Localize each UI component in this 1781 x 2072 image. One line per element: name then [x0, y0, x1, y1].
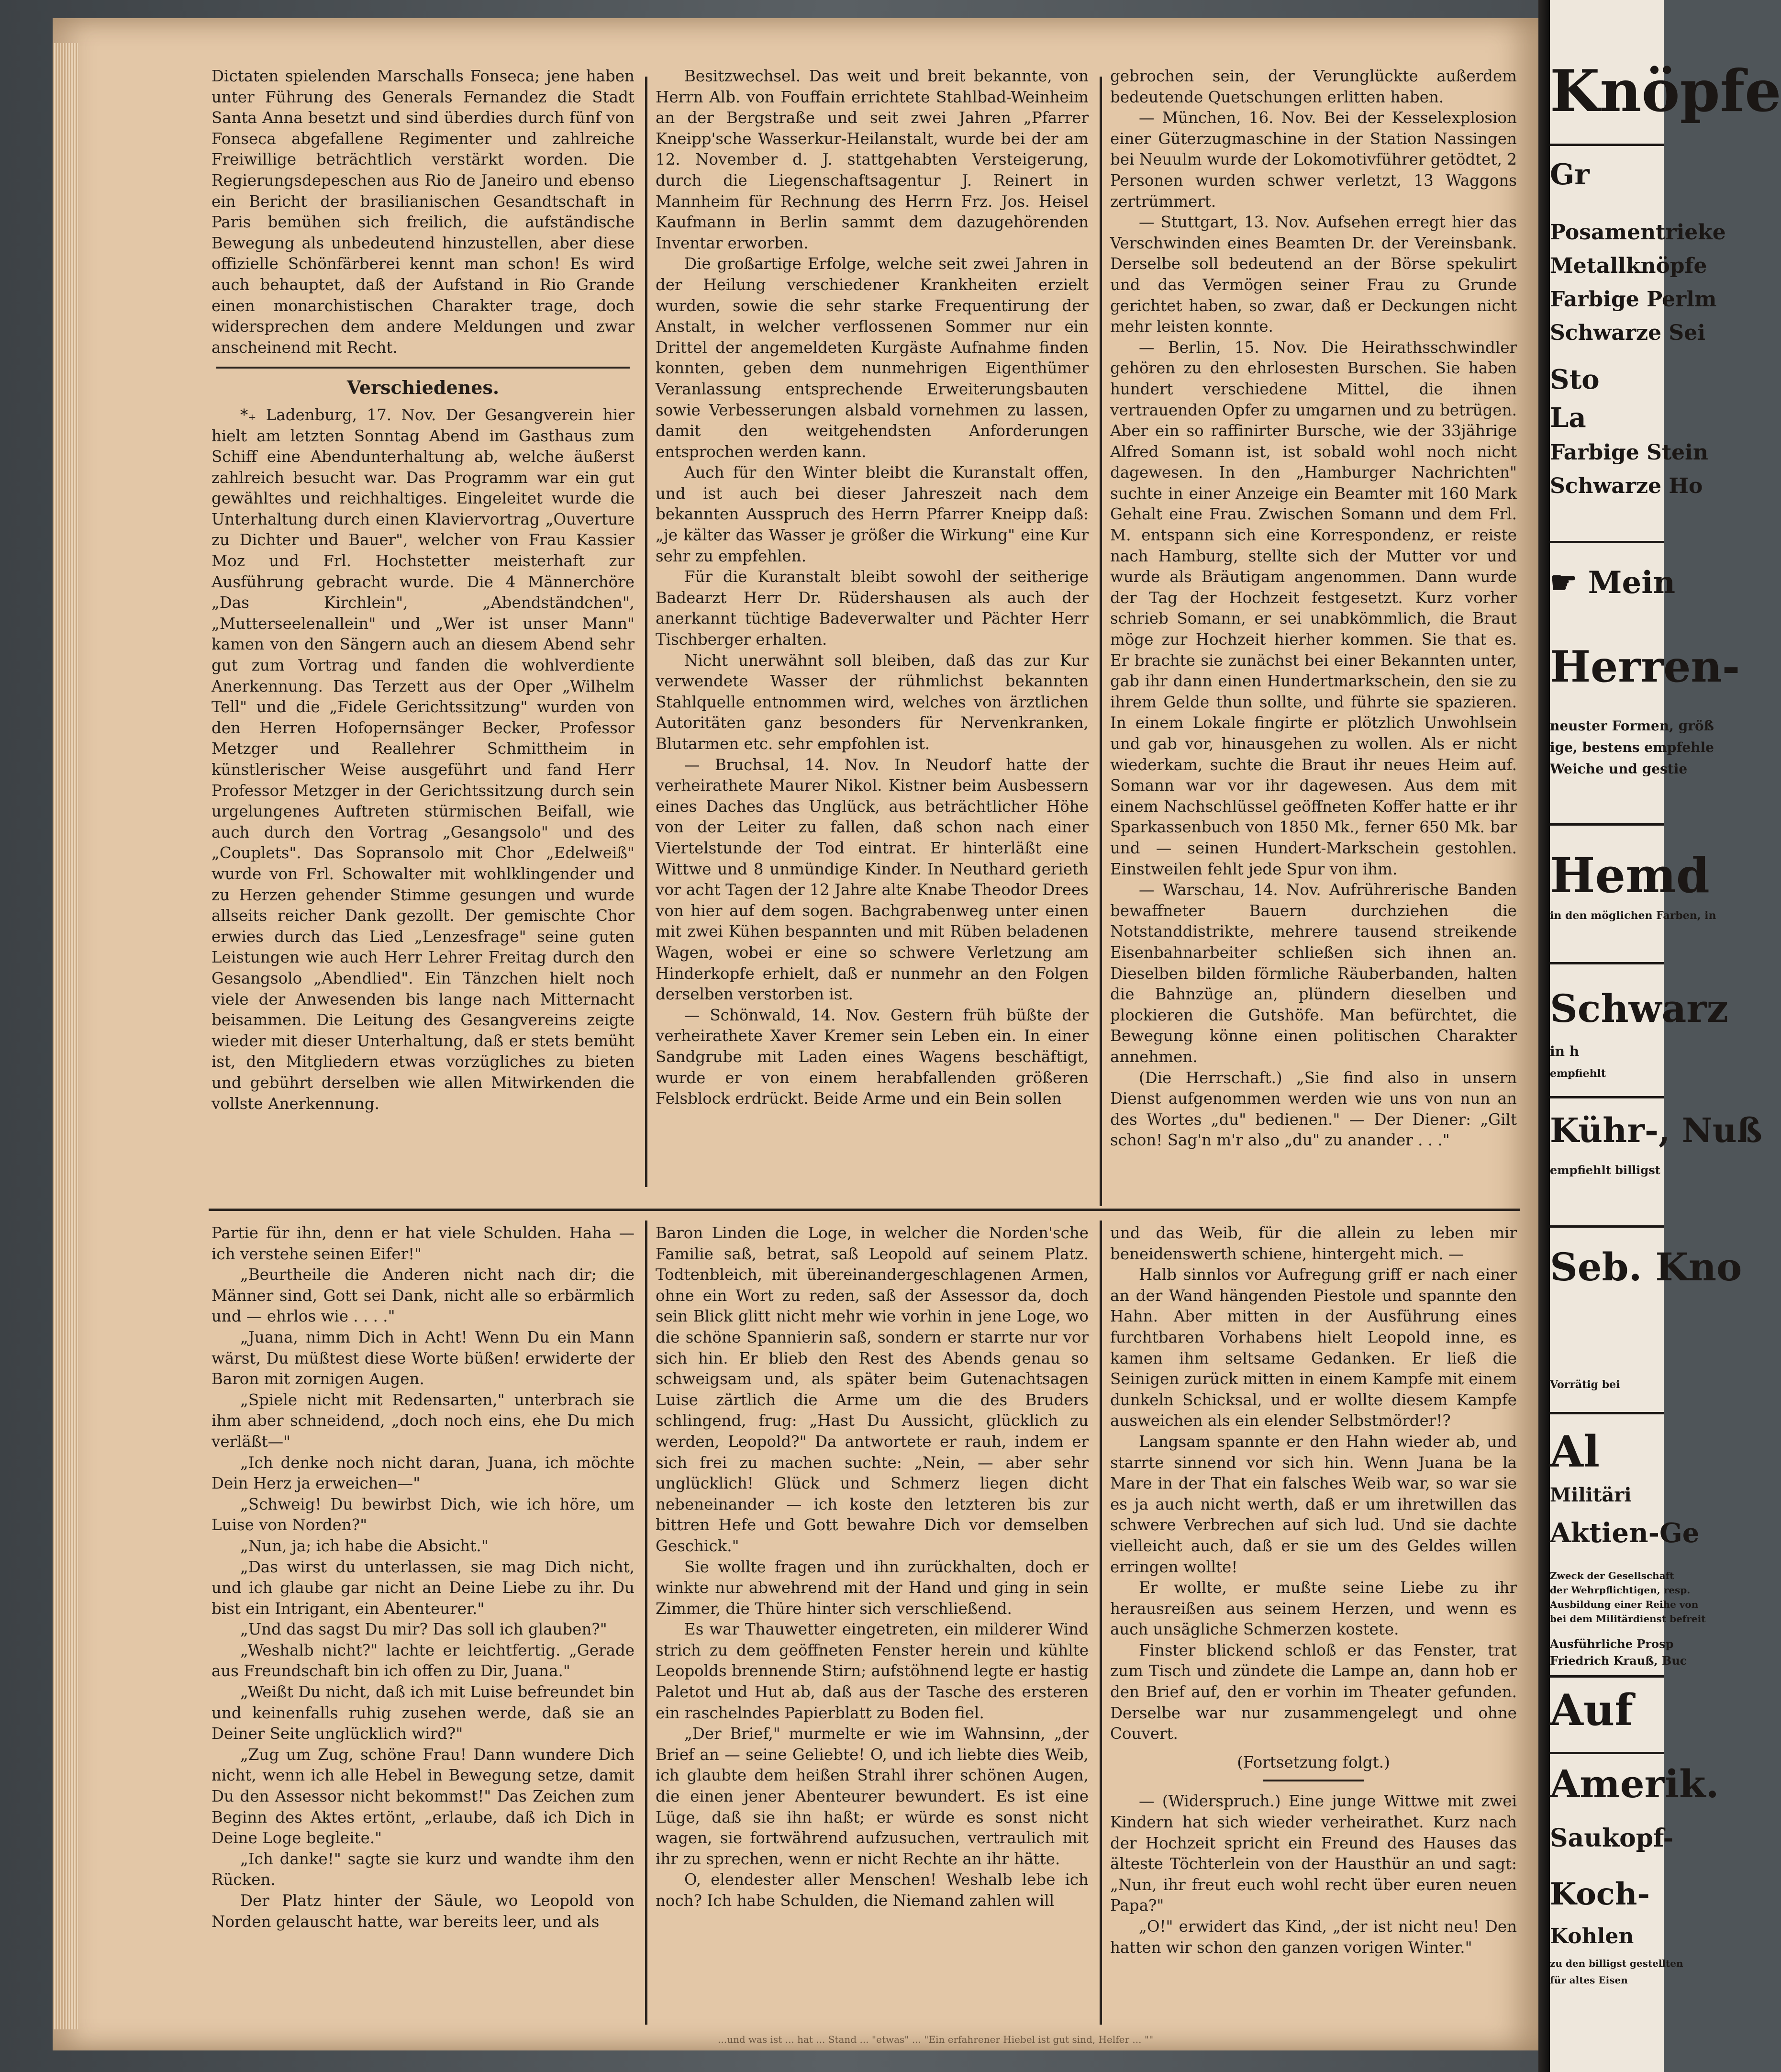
paragraph: „Schweig! Du bewirbst Dich, wie ich höre, um Luise von Norden?" — [211, 1495, 634, 1534]
ad-rule — [1550, 1675, 1664, 1678]
ad-fragment: ☛ Mein — [1550, 565, 1676, 601]
feuilleton-column-left — [211, 1223, 634, 1932]
book-gutter — [1538, 0, 1550, 2072]
ad-fragment: Hemd — [1550, 847, 1710, 904]
page-edges — [53, 43, 79, 2029]
ad-fragment: Kohlen — [1550, 1924, 1634, 1949]
paragraph: „Weshalb nicht?" lachte er leichtfertig. „Gerade aus Freundschaft bin ich offen zu Dir, Juana." — [211, 1641, 634, 1680]
ad-fragment: Vorrätig bei — [1550, 1378, 1620, 1391]
paragraph: Er wollte, er mußte seine Liebe zu ihr herausreißen aus seinem Herzen, und wenn es auch unsägliche Schmerzen kostete. — [1110, 1579, 1517, 1639]
ad-fragment: Al — [1550, 1426, 1600, 1477]
section-heading: Verschiedenes. — [346, 377, 500, 399]
paragraph: Sie wollte fragen und ihn zurückhalten, doch er winkte nur abwehrend mit der Hand und ging in sein Zimmer, die Thüre hinter sich verschließend. — [656, 1557, 1089, 1618]
paragraph: „Das wirst du unterlassen, sie mag Dich nicht, und ich glaube gar nicht an Deine Liebe zu ihr. Du bist ein Intrigant, ein Abenteurer." — [211, 1557, 634, 1618]
ad-fragment: empfiehlt billigst — [1550, 1163, 1660, 1177]
ad-fragment: Militäri — [1550, 1484, 1632, 1506]
ad-fragment: Farbige Stein — [1550, 440, 1708, 465]
paragraph: „Und das sagst Du mir? Das soll ich glauben?" — [240, 1620, 607, 1639]
paragraph: — München, 16. Nov. Bei der Kesselexplosion einer Güterzugmaschine in der Station Nassingen bei Neuulm wurde der Lokomotivführer getödtet, 2 Personen wurden schwer verletzt, 13 Waggons zertrümmert. — [1110, 109, 1517, 211]
ad-fragment: in h — [1550, 1043, 1580, 1059]
paragraph: „Weißt Du nicht, daß ich mit Luise befreundet bin und keinenfalls ruhig zusehen werde, daß sie an Deiner Seite unglücklich wird?" — [211, 1683, 634, 1743]
news-column-middle — [656, 66, 1089, 1109]
article-ladenburg — [211, 405, 634, 1114]
ad-rule — [1550, 1412, 1664, 1414]
paragraph: *₊ Ladenburg, 17. Nov. Der Gesangverein hier hielt am letzten Sonntag Abend im Gasthaus zum Schiff eine Abendunterhaltung ab, welche äußerst zahlreich besucht war. Das Programm war ein gut gewähltes und reichhaltiges. Eingeleitet wurde die Unterhaltung durch einen Klaviervortrag „Ouverture zu Dichter und Bauer", welcher von Frau Kassier Moz und Frl. Hochstetter meisterhaft zur Ausführung gebracht wurde. Die 4 Männerchöre „Das Kirchlein", „Abendständchen", „Mutterseelenallein" und „Wer ist unser Mann" kamen von den Sängern auch an diesem Abend sehr gut zum Vortrag und fanden die wohlverdiente Anerkennung. Das Terzett aus der Oper „Wilhelm Tell" und die „Fidele Gerichtssitzung" wurden von den Herren Hofopernsänger Becker, Professor Metzger und Reallehrer Schmittheim in künstlerischer Weise ausgeführt und fand Herr Professor Metzger in der Gerichtssitzung durch sein urgelungenes Auftreten stürmischen Beifall, wie auch durch den Vortrag „Gesangsolo" und des „Couplets". Das Sopransolo mit Chor „Edelweiß" wurde von Frl. Schowalter mit wohlklingender und zu Herzen gehender Stimme gesungen und wurde allseits reicher Dank gezollt. Der gemischte Chor erwies durch das Lied „Lenzesfrage" seine guten Leistungen wie auch Herr Lehrer Freitag durch den Gesangsolo „Abendlied". Ein Tänzchen hielt noch viele der Anwesenden bis lange nach Mitternacht beisammen. Die Leitung des Gesangvereins zeigte wieder mit dieser Unterhaltung, daß er stets bemüht ist, den Mitgliedern etwas vorzügliches zu bieten und gebührt derselben wie allen Mitwirkenden die vollste Anerkennung. — [211, 405, 634, 1113]
paragraph: „Der Brief," murmelte er wie im Wahnsinn, „der Brief an — seine Geliebte! O, und ich liebte dies Weib, ich glaubte dem heißen Strahl ihrer schönen Augen, die einen jener Abenteurer bewundert. Es ist eine Lüge, daß sie ihn haßt; er würde es sonst nicht wagen, sie fortwährend aufzusuchen, vertraulich mit ihr zu sprechen, wenn er nicht Rechte an ihr hätte. — [656, 1725, 1089, 1868]
ad-fragment: Ausbildung einer Reihe von — [1550, 1599, 1699, 1610]
paragraph: (Die Herrschaft.) „Sie find also in unsern Dienst aufgenommen werden wie uns von nun an des Wortes „du" bedienen." — Der Diener: „Gilt schon! Sag'n m'r also „du" zu anander . . ." — [1110, 1068, 1517, 1150]
ad-fragment: bei dem Militärdienst befreit — [1550, 1613, 1706, 1624]
paragraph: und das Weib, für die allein zu leben mir beneidenswerth schiene, hintergeht mich. — — [1110, 1224, 1517, 1263]
ad-fragment: Schwarze Ho — [1550, 474, 1703, 498]
ad-rule — [1550, 823, 1664, 826]
short-rule — [1263, 1780, 1364, 1781]
ad-fragment: für altes Eisen — [1550, 1974, 1628, 1986]
paragraph: — Warschau, 14. Nov. Aufrührerische Banden bewaffneter Bauern durchziehen die Notstanddistrikte, mehrere tausend streikende Eisenbahnarbeiter schließen sich ihnen an. Dieselben bilden förmliche Räuberbanden, halten die Bahnzüge an, plündern dieselben und plockieren die Gutshöfe. Man befürchtet, die Bewegung könne einen politischen Charakter annehmen. — [1110, 881, 1517, 1066]
ad-fragment: Schwarze Sei — [1550, 321, 1705, 345]
article-fonseca — [211, 66, 634, 358]
ad-rule — [1550, 962, 1664, 964]
ad-rule — [1550, 144, 1664, 146]
paragraph: „Spiele nicht mit Redensarten," unterbrach sie ihm aber schneidend, „doch noch eins, ehe Du mich verläßt—" — [211, 1390, 634, 1451]
column-rule — [645, 77, 647, 1187]
ad-fragment: ige, bestens empfehle — [1550, 739, 1714, 755]
ad-rule — [1550, 541, 1664, 543]
ad-fragment: Weiche und gestie — [1550, 761, 1688, 777]
paragraph: — Schönwald, 14. Nov. Gestern früh büßte der verheirathete Xaver Kremer sein Leben ein. In einer Sandgrube mit Laden eines Wagens beschäftigt, wurde er von einem herabfallenden größeren Felsblock erdrückt. Beide Arme und ein Bein sollen — [656, 1006, 1089, 1108]
paragraph: Die großartige Erfolge, welche seit zwei Jahren in der Heilung verschiedener Krankheiten erzielt wurden, sowie die sehr starke Frequentirung der Anstalt, in welcher verflossenen Sommer nur ein Drittel der angemeldeten Kurgäste Aufnahme finden konnten, geben dem nunmehrigen Eigenthümer Veranlassung entsprechende Erweiterungsbauten sowie Verbesserungen alsbald vornehmen zu lassen, damit den weitgehendsten Anforderungen entsprochen werden kann. — [656, 255, 1089, 461]
paragraph: „Nun, ja; ich habe die Absicht." — [240, 1536, 489, 1555]
paragraph: „Ich denke noch nicht daran, Juana, ich möchte Dein Herz ja erweichen—" — [211, 1453, 634, 1493]
article-besitzwechsel — [656, 66, 1089, 1109]
serial-story-part3 — [1110, 1223, 1517, 1745]
paragraph: Der Platz hinter der Säule, wo Leopold von Norden gelauscht hatte, war bereits leer, und als — [211, 1892, 634, 1931]
ad-fragment: Koch- — [1550, 1876, 1650, 1912]
adjacent-ad-page — [1550, 0, 1781, 2072]
section-rule — [216, 367, 630, 369]
ad-fragment: in den möglichen Farben, in — [1550, 909, 1716, 922]
ad-fragment: Gr — [1550, 158, 1590, 191]
ad-fragment: der Wehrpflichtigen, resp. — [1550, 1584, 1691, 1596]
ad-fragment: Herren- — [1550, 641, 1740, 692]
ad-fragment: Knöpfe — [1550, 57, 1781, 125]
paragraph: gebrochen sein, der Verunglückte außerdem bedeutende Quetschungen erlitten haben. — [1110, 67, 1517, 106]
section-divider — [209, 1209, 1520, 1211]
ad-fragment: Auf — [1550, 1685, 1633, 1736]
paragraph: — Bruchsal, 14. Nov. In Neudorf hatte der verheirathete Maurer Nikol. Kistner beim Ausbessern eines Daches das Unglück, aus beträchtlicher Höhe von der Leiter zu fallen, daß schon nach einer Viertelstunde der Tod eintrat. Er hinterläßt eine Wittwe und 8 unmündige Kinder. In Neuthard gerieth vor acht Tagen der 12 Jahre alte Knabe Theodor Drees von hier auf dem sogen. Bachgrabenweg unter einen mit zwei Kühen bespannten und mit Rüben beladenen Wagen, wobei er eine so schwere Verletzung am Hinderkopfe erhielt, daß er nunmehr an den Folgen derselben verstorben ist. — [656, 755, 1089, 1004]
column-rule — [1100, 77, 1102, 1206]
paragraph: „Zug um Zug, schöne Frau! Dann wundere Dich nicht, wenn ich alle Hebel in Bewegung setze, damit Du den Assessor nicht bekommst!" Das Zeichen zum Beginn des Aktes ertönt, „erlaube, daß ich Dich in Deine Loge begleite." — [211, 1745, 634, 1848]
anecdote-widerspruch — [1110, 1791, 1517, 1958]
ad-fragment: Zweck der Gesellschaft — [1550, 1570, 1674, 1581]
paragraph: — (Widerspruch.) Eine junge Wittwe mit zwei Kindern hat sich wieder verheirathet. Kurz nach der Hochzeit spricht ein Freund des Hauses das älteste Töchterlein von der Hausthür an und sagt: „Nun, ihr freut euch wohl recht über euren neuen Papa?" — [1110, 1792, 1517, 1915]
paragraph: „Juana, nimm Dich in Acht! Wenn Du ein Mann wärst, Du müßtest diese Worte büßen! erwiderte der Baron mit zornigen Augen. — [211, 1328, 634, 1389]
serial-story-part1 — [211, 1223, 634, 1932]
ad-fragment: neuster Formen, größ — [1550, 718, 1714, 734]
feuilleton-column-right — [1110, 1223, 1517, 1958]
paragraph: Besitzwechsel. Das weit und breit bekannte, von Herrn Alb. von Fouffain errichtete Stahlbad-Weinheim an der Bergstraße und seit zwei Jahren „Pfarrer Kneipp'sche Wasserkur-Heilanstalt, wurde bei der am 12. November d. J. stattgehabten Versteigerung, durch die Liegenschaftsagentur J. Reinert in Mannheim für Rechnung des Herrn Frz. Jos. Heisel Kaufmann in Berlin sammt dem dazugehörenden Inventar erworben. — [656, 67, 1089, 252]
paragraph: „O!" erwidert das Kind, „der ist nicht neu! Den hatten wir schon den ganzen vorigen Winter." — [1110, 1917, 1517, 1957]
ad-fragment: Saukopf- — [1550, 1824, 1674, 1853]
article-reports — [1110, 66, 1517, 1151]
news-column-left — [211, 66, 634, 1114]
column-rule — [645, 1221, 647, 2025]
paragraph: Langsam spannte er den Hahn wieder ab, und starrte sinnend vor sich hin. Wenn Juana be la Mare in der That ein falsches Weib war, so war sie es ja auch nicht werth, daß er um ihretwillen das schwere Verbrechen auf sich lud. Und sie dachte vielleicht auch, daß er sie um des Geldes willen erringen wollte! — [1110, 1432, 1517, 1576]
ad-rule — [1550, 1225, 1664, 1228]
paragraph: Finster blickend schloß er das Fenster, trat zum Tisch und zündete die Lampe an, dann hob er den Brief auf, den er vorhin im Theater gefunden. Derselbe war nur zusammengelegt und ohne Couvert. — [1110, 1641, 1517, 1743]
paragraph: Für die Kuranstalt bleibt sowohl der seitherige Badearzt Herr Dr. Rüdershausen als auch der anerkannt tüchtige Badeverwalter und Pächter Herr Tischberger erhalten. — [656, 568, 1089, 649]
continued-note: (Fortsetzung folgt.) — [1237, 1753, 1390, 1771]
ad-fragment: La — [1550, 402, 1586, 434]
paragraph: Dictaten spielenden Marschalls Fonseca; jene haben unter Führung des Generals Fernandez die Stadt Santa Anna besetzt und sind überdies durch fünf von Fonseca abgefallene Regimenter und zahlreiche Freiwillige beträchtlich verstärkt worden. Die Regierungsdepeschen aus Rio de Janeiro und ebenso ein Bericht der brasilianischen Gesandtschaft in Paris bemühen sich freilich, die aufständische Bewegung als unbedeutend hinzustellen, aber diese offizielle Schönfärberei kennt man schon! Es wird auch behauptet, daß der Aufstand in Rio Grande einen monarchistischen Charakter trage, doch widersprechen dem andere Meldungen und zwar anscheinend mit Recht. — [211, 67, 634, 357]
ad-fragment: Posamentrieke — [1550, 220, 1726, 245]
paragraph: O, elendester aller Menschen! Weshalb lebe ich noch? Ich habe Schulden, die Niemand zahlen will — [656, 1870, 1089, 1910]
ad-fragment: Seb. Kno — [1550, 1244, 1742, 1289]
ad-fragment: Amerik. — [1550, 1761, 1719, 1806]
paragraph: Auch für den Winter bleibt die Kuranstalt offen, und ist auch bei dieser Jahreszeit nach dem bekannten Ausspruch des Herrn Pfarrer Kneipp daß: „je kälter das Wasser je größer die Wirkung" eine Kur sehr zu empfehlen. — [656, 463, 1089, 565]
ad-fragment: Farbige Perlm — [1550, 287, 1717, 312]
paragraph: Nicht unerwähnt soll bleiben, daß das zur Kur verwendete Wasser der rühmlichst bekannten Stahlquelle entnommen wird, welches von ärztlichen Autoritäten ganz besonders für Nervenkranken, Blutarmen etc. sehr empfohlen ist. — [656, 651, 1089, 753]
paragraph: Partie für ihn, denn er hat viele Schulden. Haha — ich verstehe seinen Eifer!" — [211, 1224, 634, 1263]
ad-fragment: Kühr-, Nuß — [1550, 1110, 1762, 1150]
page-footer-bleedthrough: ...und was ist ... hat ... Stand ... "etwas" ... "Ein erfahrener Hiebel ist gut sind, Helfer ... "" — [718, 2034, 1154, 2045]
paragraph: „Ich danke!" sagte sie kurz und wandte ihm den Rücken. — [211, 1849, 634, 1889]
column-rule — [1100, 1221, 1102, 2025]
ad-fragment: empfiehlt — [1550, 1067, 1606, 1080]
ad-fragment: Sto — [1550, 364, 1600, 395]
paragraph: Baron Linden die Loge, in welcher die Norden'sche Familie saß, betrat, saß Leopold auf seinem Platz. Todtenbleich, mit übereinandergeschlagenen Armen, ohne ein Wort zu reden, saß der Assessor da, doch sein Blick glitt nicht mehr wie vorhin in jene Loge, wo die schöne Spannierin saß, sondern er starrte nur vor sich hin. Er blieb den Rest des Abends genau so schweigsam und, als später beim Gutenachtsagen Luise zärtlich die Arme um die des Bruders schlingend, frug: „Hast Du Aussicht, glücklich zu werden, Leopold?" Da antwortete er rauh, indem er sich frei zu machen suchte: „Nein, — aber sehr unglücklich! Glück und Schmerz liegen dicht nebeneinander — ich koste den letzteren bis zur bittren Hefe und Gott bewahre Dich vor demselben Geschick." — [656, 1224, 1089, 1555]
paragraph: — Berlin, 15. Nov. Die Heirathsschwindler gehören zu den ehrlosesten Burschen. Sie haben hundert verschiedene Mittel, die ihnen vertrauenden Opfer zu umgarnen und zu betrügen. Aber ein so raffinirter Bursche, wie der 33jährige Alfred Somann ist, ist sobald wohl noch nicht dagewesen. In den „Hamburger Nachrichten" suchte in einer Anzeige ein Beamter mit 160 Mark Gehalt eine Frau. Zwischen Somann und dem Frl. M. entspann sich eine Korrespondenz, er reiste nach Hamburg, stellte sich der Mutter vor und wurde als Bräutigam angenommen. Dann wurde der Tag der Hochzeit festgesetzt. Kurz vorher schrieb Somann, er sei unabkömmlich, die Braut möge zur Hochzeit hierher kommen. Sie that es. Er brachte sie zunächst bei einer Bekannten unter, gab ihr dann einen Hundertmarkschein, den sie zu ihrem Gelde thun sollte, und führte sie spazieren. In einem Lokale fingirte er plötzlich Unwohlsein und gab vor, hinausgehen zu wollen. Als er nicht wiederkam, suchte die Braut ihr neues Heim auf. Somann war vor ihr dagewesen. Aus dem mit einem Nachschlüssel geöffneten Koffer hatte er ihr Sparkassenbuch von 1850 Mk., ferner 650 Mk. bar und — seinen Hundert-Markschein gestohlen. Einstweilen fehlt jede Spur von ihm. — [1110, 338, 1517, 878]
ad-fragment: Friedrich Krauß, Buc — [1550, 1654, 1687, 1668]
paragraph: „Beurtheile die Anderen nicht nach dir; die Männer sind, Gott sei Dank, nicht alle so erbärmlich und — ehrlos wie . . . ." — [211, 1266, 634, 1326]
ad-rule — [1550, 1096, 1664, 1098]
ad-fragment: Schwarz — [1550, 986, 1728, 1031]
feuilleton-column-middle — [656, 1223, 1089, 1912]
ad-fragment: zu den billigst gestellten — [1550, 1958, 1683, 1969]
news-column-right — [1110, 66, 1517, 1151]
ad-fragment: Ausführliche Prosp — [1550, 1637, 1674, 1651]
paragraph: — Stuttgart, 13. Nov. Aufsehen erregt hier das Verschwinden eines Beamten Dr. der Vereinsbank. Derselbe soll bedeutend an der Börse spekulirt und das Vermögen seiner Frau zu Grunde gerichtet haben, so zwar, daß er Deckungen nicht mehr leisten konnte. — [1110, 213, 1517, 336]
ad-fragment: Aktien-Ge — [1550, 1517, 1700, 1549]
serial-story-part2 — [656, 1223, 1089, 1912]
ad-fragment: Metallknöpfe — [1550, 254, 1707, 278]
ad-rule — [1550, 1752, 1664, 1754]
paragraph: Halb sinnlos vor Aufregung griff er nach einer an der Wand hängenden Piestole und spannte den Hahn. Aber mitten in der Ausführung eines furchtbaren Vorhabens hielt Leopold inne, es kamen ihm seltsame Gedanken. Er ließ die Seinigen zurück mitten in einem Kampfe mit einem dunkeln Schicksal, und er wollte diesem Kampfe ausweichen als ein elender Selbstmörder!? — [1110, 1266, 1517, 1430]
paragraph: Es war Thauwetter eingetreten, ein milderer Wind strich zu dem geöffneten Fenster herein und kühlte Leopolds brennende Stirn; aufstöhnend legte er hastig Paletot und Hut ab, daß aus der Tasche des ersteren ein raschelndes Papierblatt zu Boden fiel. — [656, 1620, 1089, 1722]
